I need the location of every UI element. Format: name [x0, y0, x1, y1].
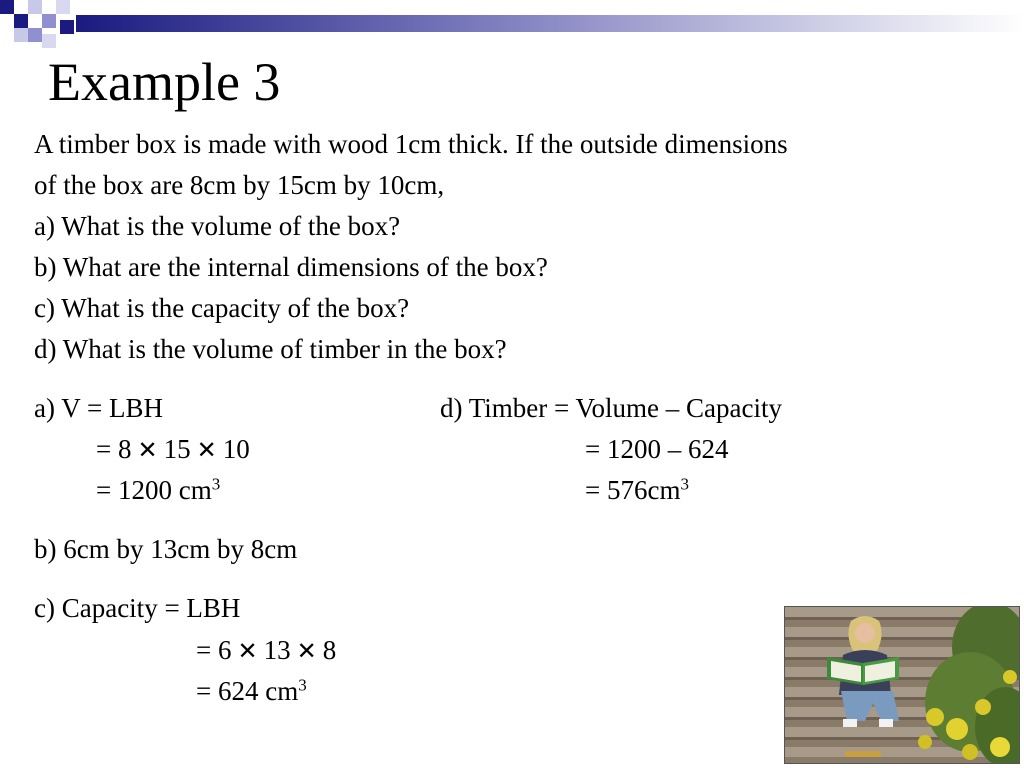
question-d: d) What is the volume of timber in the box?: [34, 334, 507, 364]
answer-d-result: [585, 470, 689, 511]
multiply-icon: ✕: [296, 637, 317, 665]
answer-c-result: [196, 671, 307, 712]
header-banner: [0, 0, 1024, 50]
answer-a-result-value: = 1200 cm: [96, 475, 212, 505]
answer-a-formula: a) V = LBH: [34, 393, 163, 423]
answer-c-prefix: = 6: [196, 635, 232, 665]
answer-d-substitution: = 1200 – 624: [585, 434, 729, 464]
answer-c-factor: 13: [263, 635, 291, 665]
problem-line: A timber box is made with wood 1cm thick. If the outside dimensions: [34, 129, 788, 159]
student-reading-photo: [784, 606, 1020, 764]
question-b: b) What are the internal dimensions of the box?: [34, 252, 548, 282]
multiply-icon: ✕: [137, 436, 158, 464]
answer-a-substitution: [96, 429, 250, 471]
answer-a-factor: 15: [163, 434, 191, 464]
question-c: c) What is the capacity of the box?: [34, 293, 410, 323]
answer-a-prefix: = 8: [96, 434, 132, 464]
question-a: a) What is the volume of the box?: [34, 211, 401, 241]
answer-c-formula: c) Capacity = LBH: [34, 593, 241, 623]
answer-c-result-value: = 624 cm: [196, 676, 299, 706]
problem-line: of the box are 8cm by 15cm by 10cm,: [34, 170, 445, 200]
exponent: 3: [298, 675, 307, 695]
answer-c-substitution: [196, 630, 336, 672]
multiply-icon: ✕: [237, 637, 258, 665]
answer-c-factor: 8: [322, 635, 337, 665]
answer-b: b) 6cm by 13cm by 8cm: [34, 534, 298, 564]
answer-d-result-value: = 576cm: [585, 475, 681, 505]
answer-d-formula: d) Timber = Volume – Capacity: [440, 393, 782, 423]
answer-a-result: [96, 470, 220, 511]
multiply-icon: ✕: [196, 436, 217, 464]
slide-title: Example 3: [48, 52, 281, 112]
problem-statement: [34, 124, 1004, 370]
exponent: 3: [680, 474, 689, 494]
answer-a-factor: 10: [222, 434, 250, 464]
exponent: 3: [211, 474, 221, 494]
